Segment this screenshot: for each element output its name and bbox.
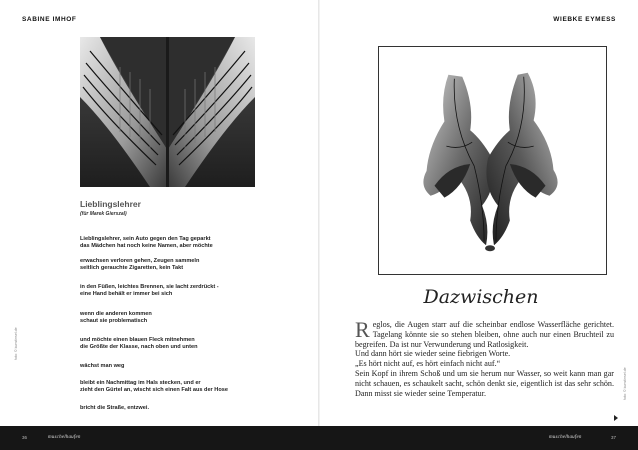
poem-stanza [80,363,124,370]
poem-line: wenn die anderen kommen [80,311,152,317]
poem-line: das Mädchen hat noch keine Namen, aber möchte [80,243,213,250]
mirrored-architecture-image [80,37,255,187]
page-gutter [318,0,320,426]
poem-line: zieht den Gürtel an, wischt sich einen Falt aus der Hose [80,387,228,394]
poem-line: in den Füßen, leichtes Brennen, sie lacht zerdrückt - [80,284,219,290]
poem-line: die Größte der Klasse, nach oben und unten [80,344,198,351]
story-line: kann man gar nicht schauen, es schaukelt sacht, schön denkt sie, [355,368,614,388]
story-line: gerichtet. Tagelang könnte sie so stehen bleiben, ohne auch nur [372,320,614,339]
story-body [355,317,614,398]
poem-line: bricht die Straße, entzwei. [80,405,150,411]
poem-dedication: (für Marek Gierszal) [80,211,127,217]
photo-credit-right: foto: © kunstinsel.de [623,367,627,400]
page-number-left: 36 [22,435,28,440]
story-line: einen Bruchteil zu begreifen. Da ist nur Verwunderung und [355,329,614,349]
story-line: Sein Kopf in ihrem Schoß und um sie herum nur Wasser, so weit [355,368,570,378]
story-photo [378,46,607,275]
author-left: SABINE IMHOF [22,16,77,23]
poem-line: erwachsen verloren gehen, Zeugen sammeln [80,258,200,264]
story-end-marker-icon [614,415,618,421]
poem-stanza [80,337,198,352]
poem-stanza [80,311,152,326]
story-line: eglos, die Augen starr auf die scheinbar endlose Wasserfläche [372,320,584,329]
poem-line: und möchte einen blauen Fleck mitnehmen [80,337,195,343]
footer-bar [0,426,638,450]
poem-stanza [80,236,213,251]
poem-photo [80,37,255,187]
story-line: eigentlich ist das sehr schön. Dann misst sie wieder seine Temperatur. [355,378,614,398]
poem-line: bleibt ein Nachmittag im Hals stecken, und er [80,380,201,386]
poem-stanza [80,405,149,412]
poem-line: schaut sie problematisch [80,318,148,325]
poem-stanza [80,380,228,395]
poem-line: Lieblingslehrer, sein Auto gegen den Tag geparkt [80,236,211,242]
poem-stanza [80,284,219,299]
dried-leaves-image [379,47,606,274]
footer-brand-right: muschelhaufen [549,435,582,440]
photo-credit-left: foto: © kunstinsel.de [14,327,18,360]
poem-line: wächst man weg [80,363,125,369]
story-line: „Es hört nicht auf, es hört einfach nicht auf.“ [355,359,501,369]
poem-line: eine Hand behält er immer bei sich [80,291,173,298]
poem-line: seitlich gerauchte Zigaretten, kein Takt [80,265,184,272]
story-dropcap: R [355,317,370,342]
poem-title: Lieblingslehrer [80,199,141,209]
page-number-right: 37 [610,435,616,440]
story-line: Ratlosigkeit. [487,339,529,349]
footer-brand-left: muschelhaufen [48,435,81,440]
story-line: Und dann hört sie wieder seine fiebrigen Worte. [355,349,511,359]
story-title: Dazwischen [423,286,539,308]
poem-stanza [80,258,199,273]
author-right: WIEBKE EYMESS [553,16,616,23]
